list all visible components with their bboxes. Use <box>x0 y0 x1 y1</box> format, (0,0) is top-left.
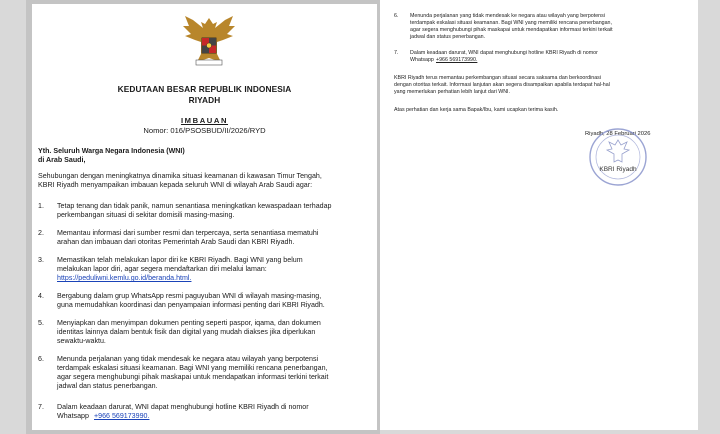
item-3-line-2: melakukan lapor diri, agar segera mendaftarkan diri melalui laman: <box>57 265 267 273</box>
right-item-6-line-2: terdampak eskalasi situasi keamanan. Bagi WNI yang memiliki rencana penerbangan, <box>410 20 612 26</box>
item-6-line-2: terdampak eskalasi situasi keamanan. Bagi WNI yang memiliki rencana penerbangan, <box>57 364 328 372</box>
item-7-line-1: Dalam keadaan darurat, WNI dapat menghubungi hotline KBRI Riyadh di nomor <box>57 403 309 411</box>
item-7-line-2: Whatsapp <box>57 412 89 420</box>
item-1-line-2: perkembangan situasi di sekitar domisili masing-masing. <box>57 211 235 219</box>
org-name: KEDUTAAN BESAR REPUBLIK INDONESIA <box>117 84 292 94</box>
right-item-6-line-4: jadwal dan status penerbangan. <box>410 34 486 40</box>
closing-line-3: yang memerlukan perhatian lebih lanjut dari WNI. <box>394 89 511 95</box>
right-hotline-phone[interactable]: +966 569173990. <box>436 57 478 63</box>
right-item-7-line-1: Dalam keadaan darurat, WNI dapat menghubungi hotline KBRI Riyadh di nomor <box>410 50 598 56</box>
thanks-line: Atas perhatian dan kerja sama Bapak/Ibu, kami ucapkan terima kasih. <box>394 107 559 113</box>
right-item-6-line-3: agar segera menghubungi pihak maskapai untuk mendapatkan informasi terkini terkait <box>410 27 613 33</box>
item-number: 6. <box>38 355 44 363</box>
registration-link[interactable]: https://peduliwni.kemlu.go.id/beranda.html. <box>57 274 192 282</box>
item-4-line-1: Bergabung dalam grup WhatsApp resmi paguyuban WNI di wilayah masing-masing, <box>57 292 322 300</box>
item-2-line-1: Memantau informasi dari sumber resmi dan terpercaya, serta senantiasa mematuhi <box>57 229 319 237</box>
item-2-line-2: arahan dan imbauan dari otoritas Pemerintah Arab Saudi dan KBRI Riyadh. <box>57 238 295 246</box>
item-6-line-1: Menunda perjalanan yang tidak mendesak ke negara atau wilayah yang berpotensi <box>57 355 319 363</box>
item-number: 5. <box>38 319 44 327</box>
intro-line-2: KBRI Riyadh menyampaikan imbauan kepada seluruh WNI di wilayah Arab Saudi agar: <box>38 181 313 189</box>
stamp-label: KBRI Riyadh <box>599 166 637 173</box>
address-line-1: Yth. Seluruh Warga Negara Indonesia (WNI) <box>38 147 185 155</box>
garuda-emblem-icon <box>179 14 239 70</box>
item-5-line-3: sewaktu-waktu. <box>57 337 106 345</box>
org-city: RIYADH <box>188 95 221 105</box>
right-item-7-line-2: Whatsapp <box>410 57 434 63</box>
item-number: 3. <box>38 256 44 264</box>
item-1-line-1: Tetap tenang dan tidak panik, namun senantiasa meningkatkan kewaspadaan terhadap <box>57 202 332 210</box>
item-number: 7. <box>38 403 44 411</box>
item-number: 4. <box>38 292 44 300</box>
item-6-line-3: agar segera menghubungi pihak maskapai untuk mendapatkan informasi terkini terkait <box>57 373 329 381</box>
item-4-line-2: guna memudahkan koordinasi dan penyampaian informasi penting dari KBRI Riyadh. <box>57 301 325 309</box>
item-6-line-4: jadwal dan status penerbangan. <box>57 382 158 390</box>
item-number: 7. <box>394 50 399 56</box>
place-date: Riyadh, 28 Februari 2026 <box>585 131 651 137</box>
official-stamp-icon <box>587 126 649 188</box>
address-line-2: di Arab Saudi, <box>38 156 86 164</box>
intro-line-1: Sehubungan dengan meningkatnya dinamika situasi keamanan di kawasan Timur Tengah, <box>38 172 322 180</box>
closing-line-2: dengan otoritas terkait. Informasi lanjutan akan segera disampaikan apabila terdapat hal-hal <box>394 82 610 88</box>
letter-page-continued <box>380 0 698 180</box>
item-3-line-1: Memastikan telah melakukan lapor diri ke KBRI Riyadh. Bagi WNI yang belum <box>57 256 303 264</box>
right-item-6-line-1: Menunda perjalanan yang tidak mendesak ke negara atau wilayah yang berpotensi <box>410 13 605 19</box>
item-number: 1. <box>38 202 44 210</box>
item-5-line-1: Menyiapkan dan menyimpan dokumen penting seperti paspor, iqama, dan dokumen <box>57 319 321 327</box>
hotline-phone[interactable]: +966 569173990. <box>94 412 150 420</box>
letter-page <box>32 4 377 430</box>
doc-type: IMBAUAN <box>180 116 229 125</box>
item-5-line-2: identitas lainnya dalam bentuk fisik dan digital yang mudah diakses jika diperlukan <box>57 328 316 336</box>
doc-number: Nomor: 016/PSOSBUD/II/2026/RYD <box>143 126 266 135</box>
item-number: 6. <box>394 13 399 19</box>
item-number: 2. <box>38 229 44 237</box>
closing-line-1: KBRI Riyadh terus memantau perkembangan situasi secara saksama dan berkoordinasi <box>394 75 601 81</box>
page-background <box>380 180 698 430</box>
